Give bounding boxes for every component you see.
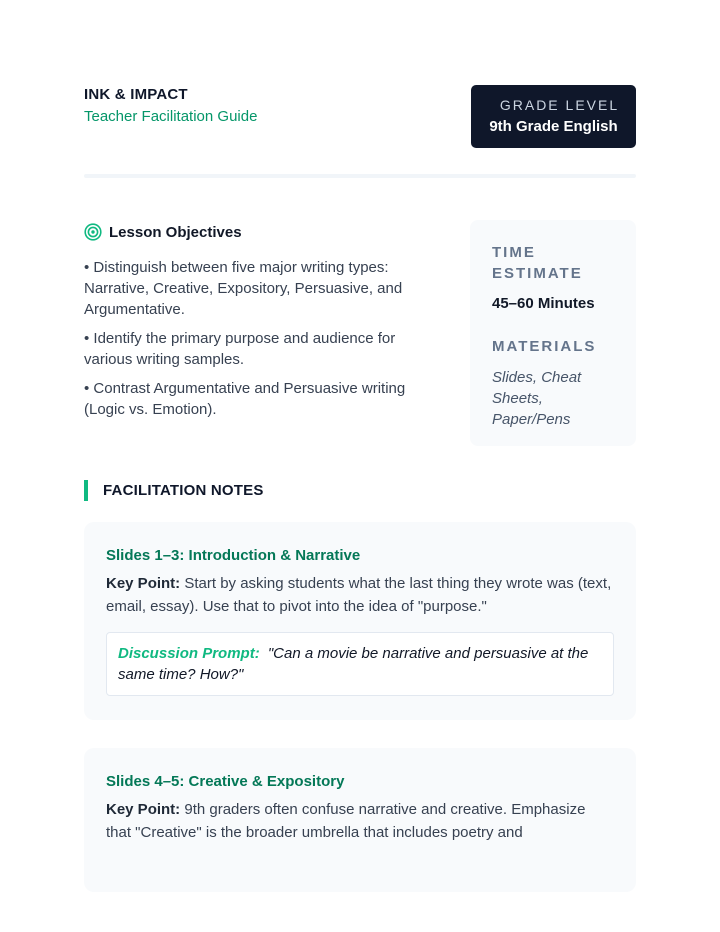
target-icon <box>84 223 102 241</box>
objectives-heading <box>84 222 242 242</box>
key-point-text: Start by asking students what the last thing they wrote was (text, email, essay). Use that to pivot into the idea of "purpose." <box>106 575 612 615</box>
document-page <box>84 0 636 932</box>
discussion-prompt-box <box>106 632 614 696</box>
objective-item: • Identify the primary purpose and audience for various writing samples. <box>84 330 396 368</box>
time-estimate-label: TIME ESTIMATE <box>492 244 583 282</box>
materials-value: Slides, Cheat Sheets, Paper/Pens <box>492 369 582 428</box>
grade-level-badge <box>471 85 636 148</box>
materials-label: MATERIALS <box>492 338 597 355</box>
header-divider <box>84 174 636 178</box>
objectives-list <box>84 257 424 428</box>
discussion-prompt-label: Discussion Prompt: <box>118 645 260 662</box>
key-point-text: 9th graders often confuse narrative and creative. Emphasize that "Creative" is the broader umbrella that includes poetry and <box>106 801 586 841</box>
key-point-label: Key Point: <box>106 575 181 592</box>
note-card-body <box>106 798 614 844</box>
key-point-label: Key Point: <box>106 801 181 818</box>
time-estimate-value: 45–60 Minutes <box>492 295 595 312</box>
discussion-prompt-text: "Can a movie be narrative and persuasive at the same time? How?" <box>118 645 589 683</box>
note-card-body <box>106 572 614 618</box>
note-card <box>84 748 636 892</box>
guide-subtitle: Teacher Facilitation Guide <box>84 108 258 125</box>
objectives-title: Lesson Objectives <box>109 223 242 241</box>
grade-level-value: 9th Grade English <box>489 118 618 135</box>
facilitation-notes-heading: FACILITATION NOTES <box>84 480 264 501</box>
objective-item: • Distinguish between five major writing types: Narrative, Creative, Expository, Persuasive, and Argumentative. <box>84 259 403 318</box>
grade-level-label: GRADE LEVEL <box>499 97 620 113</box>
lesson-info-card <box>470 220 636 446</box>
brand-title: INK & IMPACT <box>84 86 188 103</box>
note-card-title: Slides 4–5: Creative & Expository <box>106 773 345 790</box>
objective-item: • Contrast Argumentative and Persuasive writing (Logic vs. Emotion). <box>84 380 406 418</box>
note-card <box>84 522 636 720</box>
note-card-title: Slides 1–3: Introduction & Narrative <box>106 547 361 564</box>
